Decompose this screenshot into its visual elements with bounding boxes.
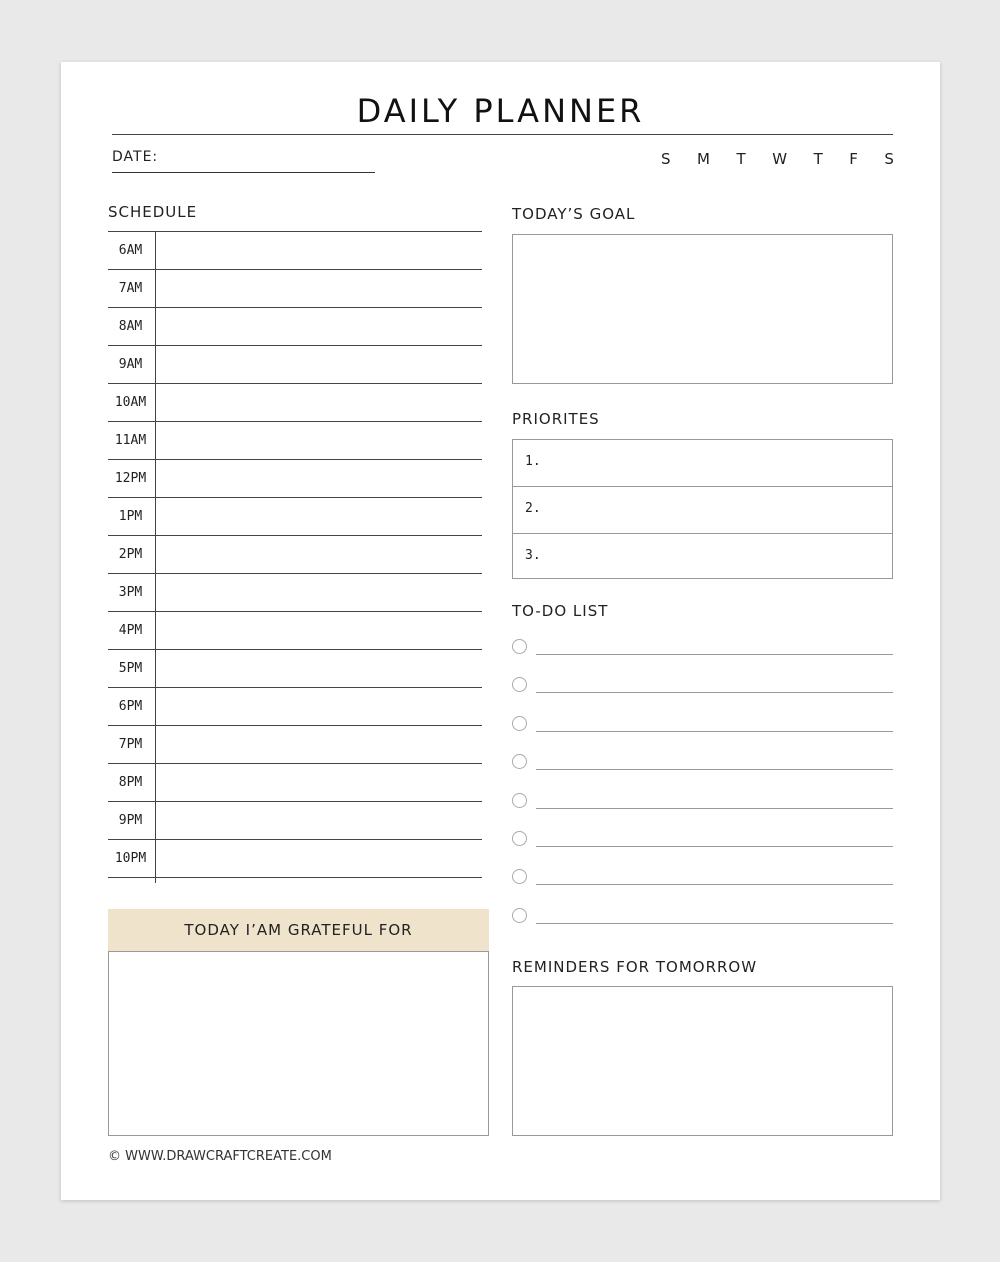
weekday-monday[interactable]: M [697,150,710,168]
checkbox-circle-icon[interactable] [512,793,527,808]
todo-line[interactable] [536,769,893,770]
todo-list [512,639,893,946]
checkbox-circle-icon[interactable] [512,869,527,884]
footer-copyright: © WWW.DRAWCRAFTCREATE.COM [108,1149,332,1164]
schedule-time: 8AM [118,319,143,334]
schedule-divider [155,726,156,763]
schedule-time: 10PM [114,851,147,866]
schedule-divider [155,308,156,345]
schedule-time: 1PM [118,509,143,524]
weekday-selector [661,150,894,168]
todo-line[interactable] [536,654,893,655]
schedule-row[interactable] [108,725,482,763]
schedule-row[interactable] [108,535,482,573]
todo-item [512,716,893,754]
priority-number: 3. [525,548,541,563]
schedule-divider [155,346,156,383]
weekday-friday[interactable]: F [849,150,858,168]
schedule-row[interactable] [108,497,482,535]
schedule-time: 7PM [118,737,143,752]
priority-row[interactable] [513,440,892,487]
schedule-divider [155,232,156,269]
todo-line[interactable] [536,884,893,885]
todo-heading: TO-DO LIST [512,602,609,620]
schedule-time: 12PM [114,471,147,486]
schedule-table [108,231,482,878]
planner-sheet [61,62,940,1200]
priority-number: 2. [525,501,541,516]
goal-heading: TODAY’S GOAL [512,205,636,223]
schedule-time: 7AM [118,281,143,296]
schedule-time: 9AM [118,357,143,372]
schedule-row[interactable] [108,611,482,649]
schedule-divider [155,574,156,611]
page-title: DAILY PLANNER [356,92,645,130]
weekday-saturday[interactable]: S [884,150,894,168]
schedule-row[interactable] [108,687,482,725]
schedule-divider [155,536,156,573]
schedule-time: 8PM [118,775,143,790]
todo-line[interactable] [536,692,893,693]
schedule-row[interactable] [108,459,482,497]
schedule-row[interactable] [108,307,482,345]
schedule-time: 5PM [118,661,143,676]
todo-item [512,869,893,907]
priority-row[interactable] [513,487,892,534]
checkbox-circle-icon[interactable] [512,677,527,692]
checkbox-circle-icon[interactable] [512,754,527,769]
schedule-row[interactable] [108,649,482,687]
schedule-divider [155,498,156,535]
todo-item [512,831,893,869]
schedule-time: 4PM [118,623,143,638]
schedule-divider [155,688,156,725]
checkbox-circle-icon[interactable] [512,831,527,846]
schedule-time: 10AM [114,395,147,410]
schedule-divider [155,422,156,459]
reminders-box[interactable] [512,986,893,1136]
goal-box[interactable] [512,234,893,384]
schedule-time: 6PM [118,699,143,714]
weekday-sunday[interactable]: S [661,150,671,168]
weekday-thursday[interactable]: T [813,150,823,168]
date-field-line[interactable] [112,172,375,173]
todo-line[interactable] [536,846,893,847]
reminders-heading: REMINDERS FOR TOMORROW [512,958,758,976]
schedule-time: 6AM [118,243,143,258]
schedule-time: 9PM [118,813,143,828]
todo-item [512,793,893,831]
schedule-divider [155,840,156,877]
priority-row[interactable] [513,534,892,581]
todo-item [512,677,893,715]
schedule-divider [155,650,156,687]
checkbox-circle-icon[interactable] [512,908,527,923]
schedule-divider [155,802,156,839]
title-divider [112,134,893,135]
schedule-heading: SCHEDULE [108,203,198,221]
schedule-divider [155,384,156,421]
schedule-row[interactable] [108,345,482,383]
todo-item [512,639,893,677]
priority-number: 1. [525,454,541,469]
weekday-tuesday[interactable]: T [736,150,746,168]
schedule-time: 3PM [118,585,143,600]
schedule-row[interactable] [108,421,482,459]
schedule-divider [155,764,156,801]
schedule-row[interactable] [108,231,482,269]
schedule-divider [155,612,156,649]
todo-line[interactable] [536,731,893,732]
checkbox-circle-icon[interactable] [512,639,527,654]
schedule-row[interactable] [108,839,482,877]
schedule-row[interactable] [108,763,482,801]
grateful-heading: TODAY I’AM GRATEFUL FOR [108,909,489,951]
priorities-heading: PRIORITES [512,410,600,428]
weekday-wednesday[interactable]: W [772,150,788,168]
grateful-box[interactable] [108,951,489,1136]
todo-line[interactable] [536,923,893,924]
schedule-row[interactable] [108,269,482,307]
schedule-row[interactable] [108,573,482,611]
schedule-divider [155,270,156,307]
schedule-row[interactable] [108,383,482,421]
schedule-divider [155,460,156,497]
todo-item [512,754,893,792]
priorities-box [512,439,893,579]
schedule-row[interactable] [108,801,482,839]
checkbox-circle-icon[interactable] [512,716,527,731]
todo-line[interactable] [536,808,893,809]
date-label: DATE: [112,149,159,165]
schedule-time: 2PM [118,547,143,562]
todo-item [512,908,893,946]
schedule-time: 11AM [114,433,147,448]
schedule-bottom-rule [108,877,482,878]
schedule-divider-tail [155,878,156,883]
